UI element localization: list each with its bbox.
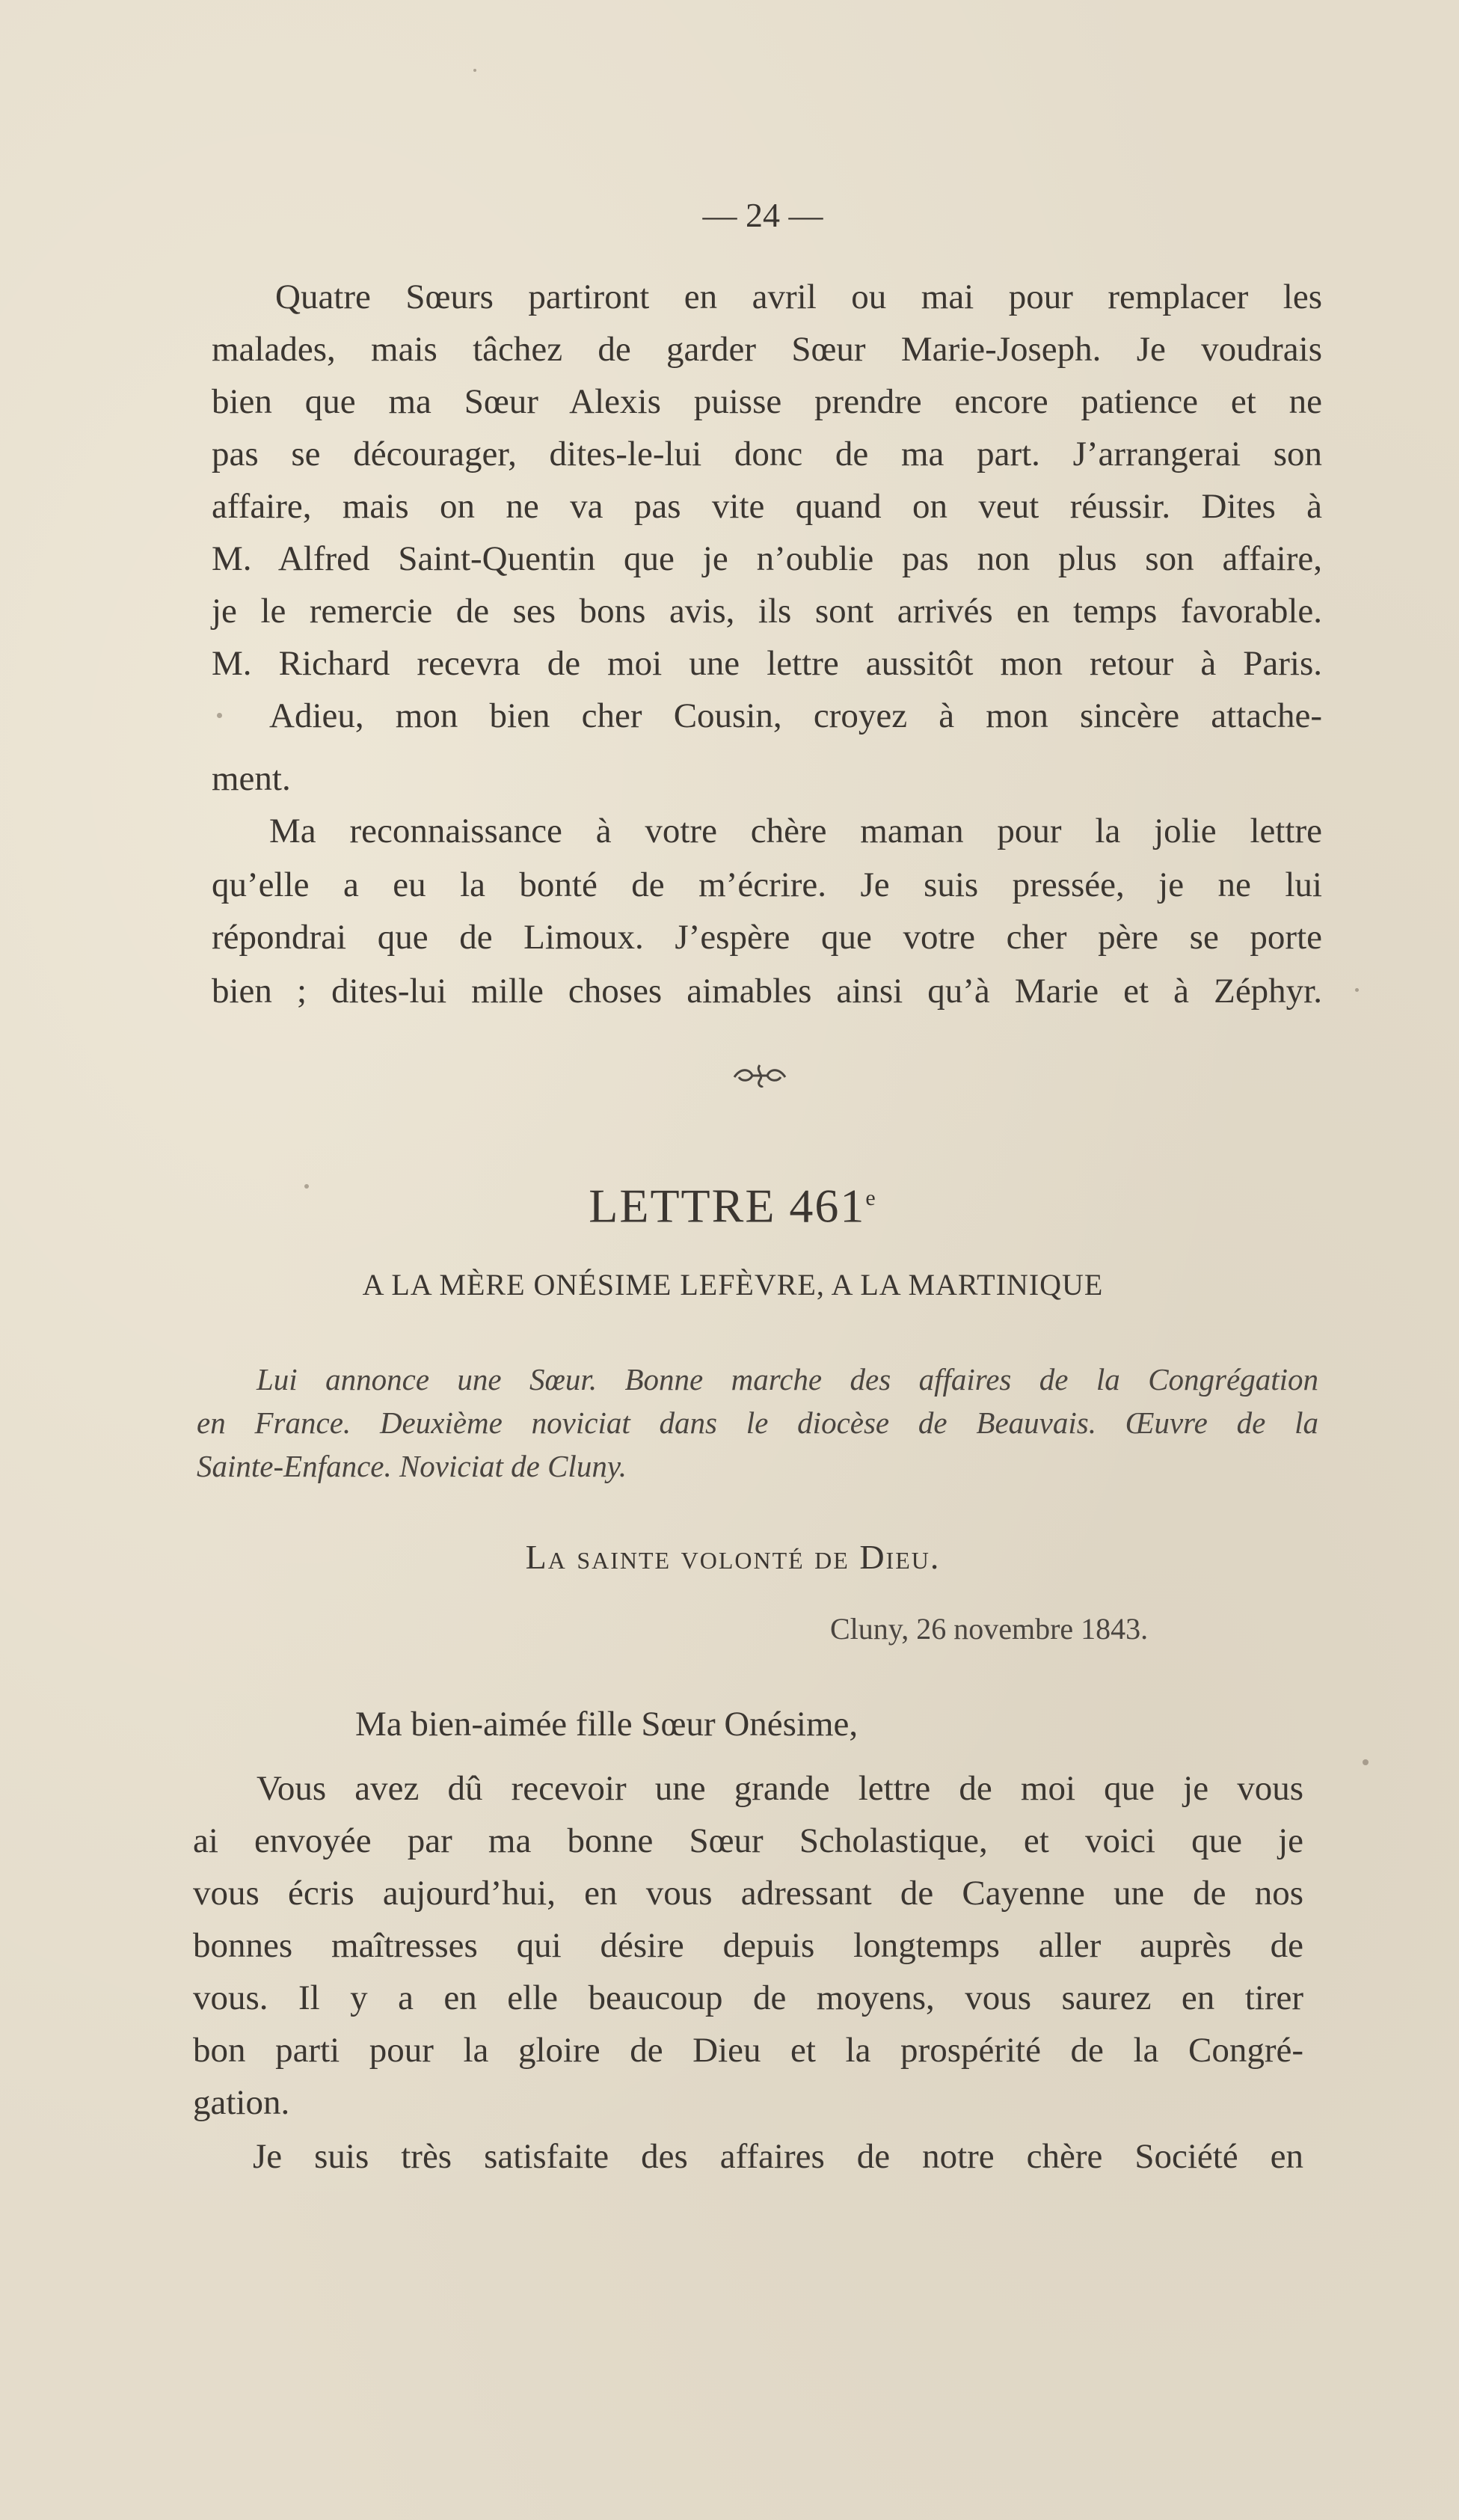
text-line: ment.: [212, 759, 291, 798]
text-line: bon parti pour la gloire de Dieu et la prospérité de la Congré-: [193, 2031, 1303, 2070]
paper-speck: [1363, 1759, 1369, 1765]
fleuron-icon: [730, 1061, 790, 1091]
paper-speck: [1355, 988, 1359, 992]
text-line: affaire, mais on ne va pas vite quand on veut réussir. Dites à: [212, 487, 1322, 526]
page-number: — 24 —: [702, 196, 823, 234]
text-line: répondrai que de Limoux. J’espère que votre cher père se porte: [212, 918, 1322, 957]
letter-motto: La sainte volonté de Dieu.: [525, 1538, 941, 1576]
letter-recipient: A LA MÈRE ONÉSIME LEFÈVRE, A LA MARTINIQUE: [362, 1268, 1104, 1302]
paper-speck: [304, 1184, 309, 1189]
text-line: qu’elle a eu la bonté de m’écrire. Je suis pressée, je ne lui: [212, 865, 1322, 904]
text-line: vous. Il y a en elle beaucoup de moyens, vous saurez en tirer: [193, 1978, 1303, 2017]
text-line: Adieu, mon bien cher Cousin, croyez à mon sincère attache-: [269, 696, 1322, 735]
summary-line: Lui annonce une Sœur. Bonne marche des affaires de la Congrégation: [257, 1362, 1318, 1397]
fleuron-ornament: [730, 1061, 790, 1091]
place-date: Cluny, 26 novembre 1843.: [830, 1612, 1149, 1646]
letter-title-superscript: e: [865, 1186, 877, 1210]
text-line: vous écris aujourd’hui, en vous adressant de Cayenne une de nos: [193, 1874, 1303, 1913]
text-line: je le remercie de ses bons avis, ils sont arrivés en temps favorable.: [212, 592, 1322, 631]
text-line: Je suis très satisfaite des affaires de notre chère Société en: [253, 2137, 1303, 2176]
text-line: Quatre Sœurs partiront en avril ou mai pour remplacer les: [275, 278, 1322, 316]
summary-line: Sainte-Enfance. Noviciat de Cluny.: [197, 1449, 627, 1483]
text-line: ai envoyée par ma bonne Sœur Scholastique, et voici que je: [193, 1821, 1303, 1860]
text-line: Vous avez dû recevoir une grande lettre de moi que je vous: [257, 1769, 1303, 1808]
summary-line: en France. Deuxième noviciat dans le diocèse de Beauvais. Œuvre de la: [197, 1405, 1318, 1440]
text-line: pas se décourager, dites-le-lui donc de ma part. J’arrangerai son: [212, 435, 1322, 473]
paper-speck: [217, 713, 222, 718]
text-line: M. Alfred Saint-Quentin que je n’oublie pas non plus son affaire,: [212, 539, 1322, 578]
text-line: gation.: [193, 2083, 290, 2122]
salutation: Ma bien-aimée fille Sœur Onésime,: [355, 1705, 858, 1744]
text-line: malades, mais tâchez de garder Sœur Marie-Joseph. Je voudrais: [212, 330, 1322, 369]
text-line: M. Richard recevra de moi une lettre aussitôt mon retour à Paris.: [212, 644, 1322, 683]
letter-title-text: LETTRE 461: [589, 1179, 866, 1233]
text-line: bonnes maîtresses qui désire depuis longtemps aller auprès de: [193, 1926, 1303, 1965]
text-line: bien que ma Sœur Alexis puisse prendre encore patience et ne: [212, 382, 1322, 421]
paper-speck: [473, 69, 476, 72]
text-line: Ma reconnaissance à votre chère maman pour la jolie lettre: [269, 812, 1322, 850]
letter-title: [509, 1168, 957, 1236]
text-line: bien ; dites-lui mille choses aimables ainsi qu’à Marie et à Zéphyr.: [212, 972, 1322, 1011]
